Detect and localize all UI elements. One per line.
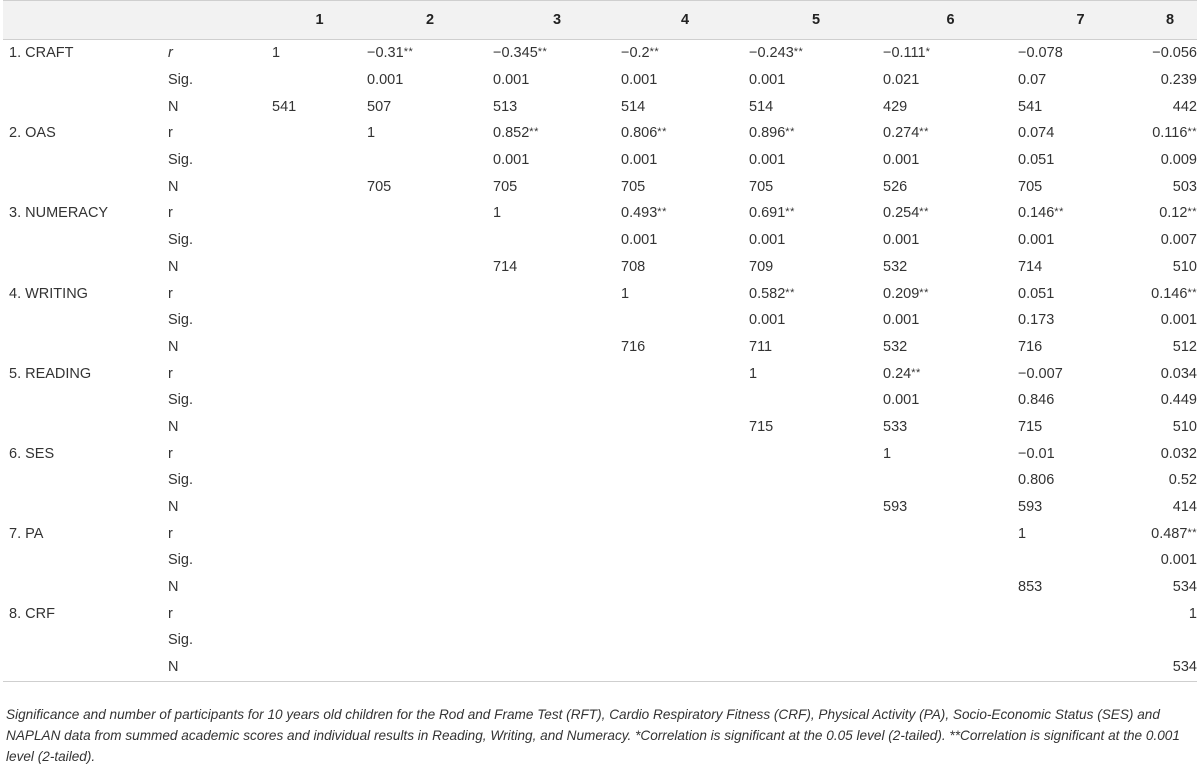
table-cell: 0.001 [621,232,658,249]
table-cell [621,654,749,681]
table-cell: 541 [1018,98,1043,115]
table-row [3,440,1197,467]
table-cell [883,547,1018,574]
table-cell: 0.001 [883,152,920,169]
significance-marker: ** [911,366,921,379]
table-cell [883,574,1018,601]
table-cell: 0.074 [1018,125,1055,142]
table-cell [749,494,883,521]
statistic-label: r [168,205,173,222]
statistic-label: N [168,579,179,596]
table-cell: 0.806** [621,125,667,142]
table-cell: 1 [493,205,502,222]
variable-label: 5. READING [9,365,92,382]
column-header: 5 [749,1,883,40]
table-cell: 705 [621,178,646,195]
significance-marker: ** [785,126,795,139]
table-cell [272,440,367,467]
table-cell: 705 [367,178,392,195]
table-cell [367,600,493,627]
header-blank [168,1,272,40]
table-cell: −0.31** [367,45,414,62]
table-cell [272,67,367,94]
table-cell: 0.021 [883,72,920,89]
table-cell: 1 [367,125,376,142]
table-cell [621,574,749,601]
table-cell: 715 [1018,418,1043,435]
table-cell [493,334,621,361]
table-row [3,40,1197,67]
table-cell [367,280,493,307]
table-cell: 714 [1018,258,1043,275]
variable-label [3,173,168,200]
table-row [3,360,1197,387]
table-cell [272,280,367,307]
correlation-table [3,0,1197,682]
table-cell [493,414,621,441]
table-cell: 705 [749,178,774,195]
table-cell: 711 [749,338,773,355]
significance-marker: ** [1187,286,1197,299]
variable-label [3,147,168,174]
table-cell: −0.007 [1018,365,1063,382]
table-cell [883,520,1018,547]
table-cell: 0.001 [1160,312,1197,329]
table-cell [749,627,883,654]
statistic-label: N [168,258,179,275]
table-cell [367,360,493,387]
table-cell [272,574,367,601]
table-cell: 429 [883,98,908,115]
table-cell: 0.582** [749,285,795,302]
table-cell [749,440,883,467]
statistic-label: Sig. [168,392,193,409]
statistic-label: Sig. [168,632,193,649]
column-header: 4 [621,1,749,40]
statistic-label: N [168,178,179,195]
table-cell: 442 [1172,98,1197,115]
table-cell [1143,627,1197,654]
table-cell: 0.254** [883,205,929,222]
significance-marker: ** [785,206,795,219]
variable-label [3,414,168,441]
table-cell: 1 [272,45,281,62]
table-cell [621,387,749,414]
table-cell: 0.001 [749,312,786,329]
table-cell: 705 [1018,178,1043,195]
table-cell [621,414,749,441]
table-cell: 514 [749,98,774,115]
table-cell: 507 [367,98,392,115]
table-cell [272,147,367,174]
table-cell: 0.691** [749,205,795,222]
significance-marker: ** [657,126,667,139]
statistic-label: N [168,98,179,115]
significance-marker: ** [529,126,539,139]
table-cell: 715 [749,418,774,435]
variable-label [3,334,168,361]
table-cell [1018,627,1143,654]
table-cell: 714 [493,258,518,275]
table-cell: 510 [1172,258,1197,275]
table-row [3,467,1197,494]
table-cell [272,227,367,254]
table-cell: 0.449 [1160,392,1197,409]
significance-marker: ** [1187,206,1197,219]
table-cell [367,200,493,227]
table-cell [493,227,621,254]
table-cell: 0.896** [749,125,795,142]
table-cell: 0.001 [621,152,658,169]
table-cell: 0.009 [1160,152,1197,169]
significance-marker: ** [1054,206,1064,219]
table-cell [367,387,493,414]
table-cell [749,520,883,547]
table-cell [272,334,367,361]
table-cell: 0.07 [1018,72,1047,89]
table-cell: 1 [1188,605,1197,622]
table-cell: 510 [1172,418,1197,435]
table-cell [1018,654,1143,681]
statistic-label: N [168,499,179,516]
table-cell: 0.209** [883,285,929,302]
table-cell: 0.034 [1160,365,1197,382]
significance-marker: * [925,46,931,59]
variable-label [3,387,168,414]
table-cell [272,173,367,200]
table-cell: 532 [883,338,908,355]
table-cell: 0.274** [883,125,929,142]
table-cell [367,627,493,654]
table-cell: 0.001 [883,232,920,249]
table-cell: 0.007 [1160,232,1197,249]
table-cell [272,494,367,521]
table-cell [621,520,749,547]
table-cell [493,494,621,521]
table-cell: 532 [883,258,908,275]
table-cell: 709 [749,258,774,275]
table-cell [883,654,1018,681]
table-cell: 1 [621,285,630,302]
table-cell: 0.239 [1160,72,1197,89]
table-row [3,67,1197,94]
table-cell: 0.806 [1018,472,1055,489]
header-blank [3,1,168,40]
column-header: 6 [883,1,1018,40]
table-cell [493,574,621,601]
table-cell: −0.243** [749,45,804,62]
table-cell [367,520,493,547]
variable-label: 8. CRF [9,605,55,622]
variable-label: 6. SES [9,445,55,462]
table-body [3,40,1197,682]
table-cell [621,627,749,654]
table-cell: 0.493** [621,205,667,222]
table-cell [749,654,883,681]
table-cell [272,520,367,547]
table-cell: 0.032 [1160,445,1197,462]
variable-label [3,627,168,654]
table-cell [621,440,749,467]
table-cell: 0.001 [1160,552,1197,569]
table-cell [367,574,493,601]
table-row [3,654,1197,681]
table-cell: 512 [1172,338,1197,355]
table-cell: 0.52 [1168,472,1197,489]
table-cell [367,494,493,521]
table-cell [493,307,621,334]
table-cell [621,600,749,627]
table-cell: 0.001 [749,152,786,169]
table-cell [493,467,621,494]
table-row [3,307,1197,334]
table-row [3,547,1197,574]
table-cell [367,254,493,281]
table-cell: 1 [883,445,892,462]
table-row [3,520,1197,547]
table-cell: 1 [749,365,758,382]
significance-marker: ** [785,286,795,299]
table-cell [749,467,883,494]
significance-marker: ** [649,46,660,59]
table-cell [272,547,367,574]
significance-marker: ** [403,46,414,59]
significance-marker: ** [1187,526,1197,539]
table-row [3,574,1197,601]
statistic-label: r [168,125,173,142]
variable-label [3,494,168,521]
table-cell: 0.051 [1018,285,1055,302]
table-cell [621,360,749,387]
table-cell: 514 [621,98,646,115]
table-row [3,200,1197,227]
table-cell [272,254,367,281]
table-row [3,280,1197,307]
table-cell: 716 [1018,338,1043,355]
table-cell: −0.2** [621,45,660,62]
table-row [3,227,1197,254]
table-cell [621,467,749,494]
table-cell [367,227,493,254]
table-cell: 0.173 [1018,312,1055,329]
significance-marker: ** [919,206,929,219]
table-cell [749,574,883,601]
table-cell: 0.001 [621,72,658,89]
statistic-label: N [168,418,179,435]
variable-label: 7. PA [9,525,44,542]
statistic-label: N [168,654,272,681]
statistic-label: r [168,525,173,542]
table-cell: 414 [1172,499,1197,516]
table-cell: 503 [1172,178,1197,195]
table-row [3,173,1197,200]
table-cell: 0.001 [749,232,786,249]
table-cell [493,360,621,387]
table-cell [272,600,367,627]
table-cell [621,307,749,334]
significance-marker: ** [919,126,929,139]
statistic-label: r [168,285,173,302]
variable-label [3,307,168,334]
variable-label: 1. CRAFT [9,45,74,62]
variable-label: 4. WRITING [9,285,88,302]
table-cell: −0.078 [1018,45,1063,62]
variable-label [3,93,168,120]
table-cell [1018,600,1143,627]
variable-label [3,547,168,574]
table-cell: 853 [1018,579,1043,596]
table-cell: 0.051 [1018,152,1055,169]
table-cell [493,280,621,307]
table-row [3,147,1197,174]
variable-label [3,574,168,601]
table-cell: 0.12** [1159,205,1197,222]
table-cell [493,520,621,547]
table-cell: 0.001 [883,312,920,329]
column-header: 2 [367,1,493,40]
variable-label: 2. OAS [9,125,56,142]
table-cell: 593 [1018,499,1043,516]
table-row [3,414,1197,441]
statistic-label: r [168,445,173,462]
table-cell [367,440,493,467]
column-header: 3 [493,1,621,40]
statistic-label: r [168,365,173,382]
table-cell [272,200,367,227]
table-row [3,334,1197,361]
statistic-label: Sig. [168,312,193,329]
table-cell: −0.056 [1152,45,1197,62]
table-cell [272,307,367,334]
table-cell: 0.24** [883,365,921,382]
table-cell [883,600,1018,627]
table-cell: −0.345** [493,45,548,62]
table-cell: 705 [493,178,518,195]
table-cell [272,360,367,387]
variable-label [3,654,168,681]
table-cell: 0.146** [1151,285,1197,302]
table-row [3,254,1197,281]
header-row [3,1,1197,40]
table-cell [749,600,883,627]
table-cell: 513 [493,98,518,115]
table-row [3,494,1197,521]
variable-label: 3. NUMERACY [9,205,109,222]
table-cell [367,307,493,334]
variable-label [3,254,168,281]
table-cell: 526 [883,178,908,195]
table-cell: 534 [1172,579,1197,596]
table-cell [493,627,621,654]
table-cell: −0.111* [883,45,931,62]
table-cell: 533 [883,418,908,435]
statistic-label: Sig. [168,72,193,89]
table-cell: 541 [272,98,297,115]
table-cell: −0.01 [1018,445,1055,462]
statistic-label: Sig. [168,152,193,169]
variable-label [3,67,168,94]
table-cell [272,387,367,414]
table-row [3,627,1197,654]
statistic-label: r [168,605,173,622]
table-cell: 593 [883,499,908,516]
column-header: 1 [272,1,367,40]
statistic-label: Sig. [168,472,193,489]
table-cell: 716 [621,338,646,355]
table-cell [621,547,749,574]
table-cell [749,387,883,414]
table-cell [493,547,621,574]
table-cell [272,467,367,494]
table-cell [367,654,493,681]
table-cell [367,334,493,361]
table-cell [272,414,367,441]
significance-marker: ** [793,46,804,59]
statistic-label: Sig. [168,232,193,249]
table-cell [621,494,749,521]
table-cell [272,654,367,681]
table-cell [272,627,367,654]
table-cell [1018,547,1143,574]
table-cell: 0.001 [749,72,786,89]
table-cell [272,120,367,147]
column-header: 7 [1018,1,1143,40]
table-row [3,600,1197,627]
variable-label [3,227,168,254]
statistic-label: Sig. [168,552,193,569]
statistic-label: N [168,338,179,355]
table-cell [493,600,621,627]
table-cell [493,440,621,467]
significance-marker: ** [1187,126,1197,139]
significance-marker: ** [657,206,667,219]
table-cell: 0.001 [493,152,530,169]
table-cell: 0.116** [1152,125,1197,142]
table-cell [883,627,1018,654]
table-cell [367,547,493,574]
table-cell: 0.846 [1018,392,1055,409]
table-row [3,387,1197,414]
table-cell [749,547,883,574]
table-cell: 534 [1143,654,1197,681]
table-cell [493,654,621,681]
table-cell: 0.001 [1018,232,1055,249]
significance-marker: ** [537,46,548,59]
table-cell: 708 [621,258,646,275]
table-cell [883,467,1018,494]
table-cell: 0.146** [1018,205,1064,222]
table-cell: 0.001 [883,392,920,409]
table-cell: 1 [1018,525,1027,542]
table-cell [493,387,621,414]
table-row [3,120,1197,147]
table-footnote: Significance and number of participants for 10 years old children for the Rod and Frame Test (RFT), Cardio Respiratory Fitness (CRF), Physical Activity (PA), Socio-Economic Status (SES) and NAPLAN data from summed academic scores and individual results in Reading, Writing, and Numeracy. *Correlation is significant at the 0.05 level (2-tailed). **Correlation is significant at the 0.001 level (2-tailed). [6,707,1180,764]
table-cell [367,147,493,174]
significance-marker: ** [919,286,929,299]
table-row [3,93,1197,120]
statistic-label: r [168,45,173,62]
table-cell [367,414,493,441]
table-cell: 0.001 [367,72,404,89]
table-cell: 0.852** [493,125,539,142]
table-cell [367,467,493,494]
table-cell: 0.487** [1151,525,1197,542]
column-header: 8 [1143,1,1197,40]
table-cell: 0.001 [493,72,530,89]
variable-label [3,467,168,494]
